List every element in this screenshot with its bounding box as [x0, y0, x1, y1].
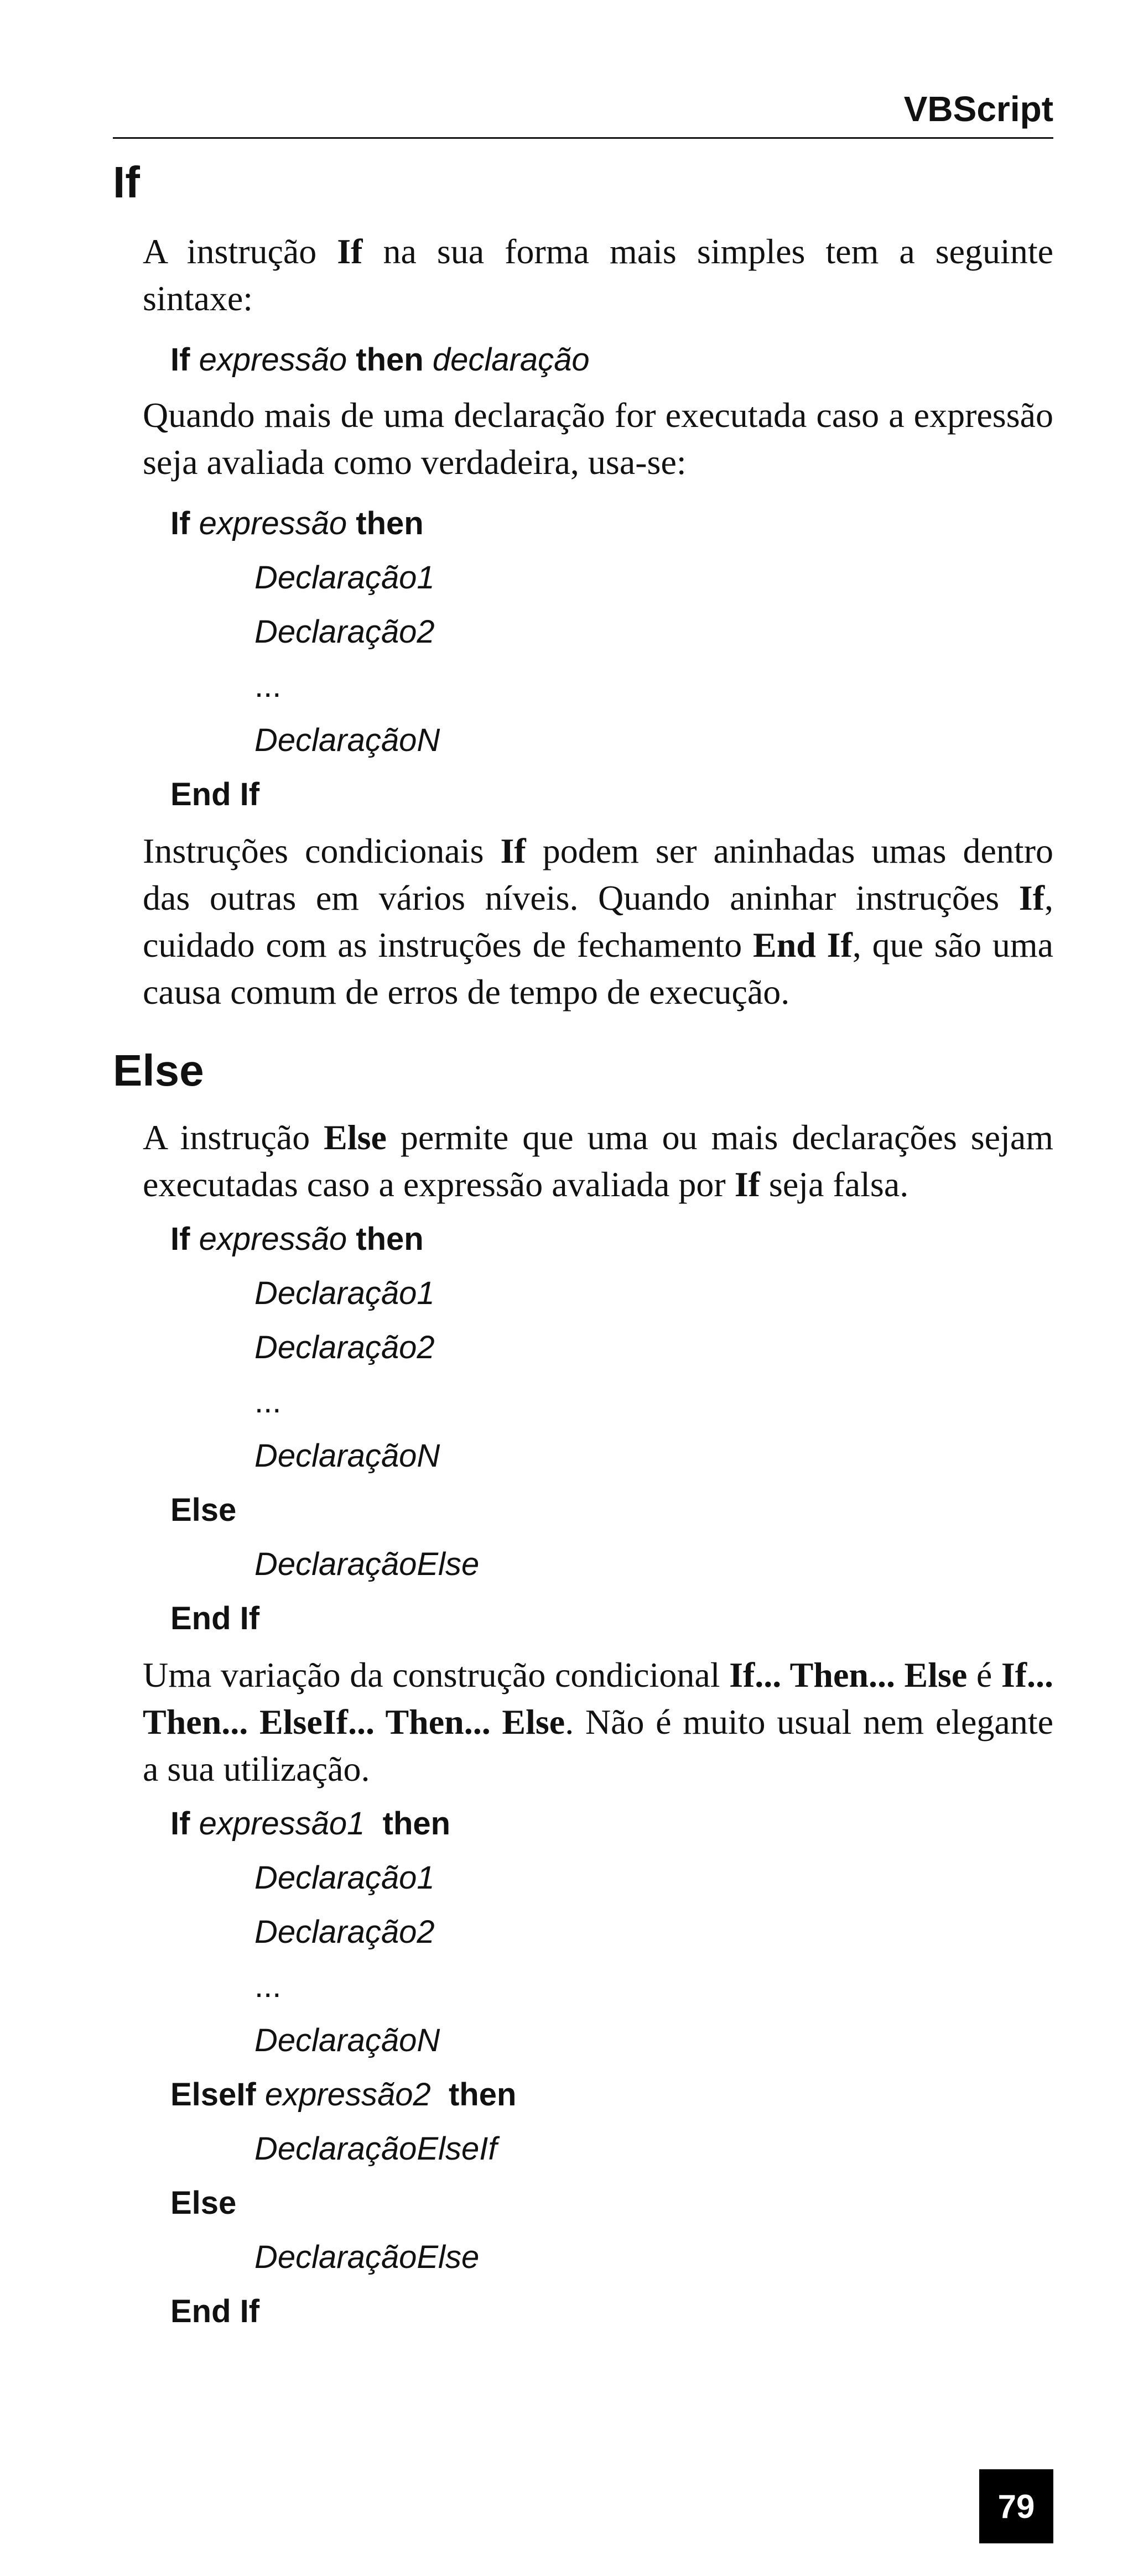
code-line: [113, 551, 1053, 605]
placeholder-expression: expressão: [199, 1221, 347, 1257]
code-line: [113, 2176, 1053, 2230]
keyword-end-if: End If: [170, 1600, 260, 1636]
text-run: permite que uma ou mais declarações sejam executadas caso a expressão avaliada por: [143, 1118, 1054, 1204]
text-run: Instruções condicionais: [143, 831, 501, 870]
keyword-then: then: [382, 1806, 451, 1842]
section-title-else: Else: [113, 1046, 204, 1095]
if-multi-intro-paragraph: Quando mais de uma declaração for executada caso a expressão seja avaliada como verdadeira, usa-se:: [143, 395, 1053, 482]
code-line: [113, 1959, 1053, 2014]
placeholder-declaration: DeclaraçãoN: [254, 2022, 440, 2058]
code-line: [113, 1375, 1053, 1429]
placeholder-declaration: DeclaraçãoElse: [254, 1546, 480, 1582]
keyword-end-if: End If: [170, 2293, 260, 2329]
keyword-if: If: [337, 232, 363, 271]
code-line: [113, 1851, 1053, 1905]
keyword-if: If: [1018, 878, 1044, 917]
placeholder-declaration: Declaração2: [254, 1914, 435, 1950]
keyword-then: then: [356, 342, 424, 378]
keyword-elseif: ElseIf: [170, 2077, 256, 2113]
code-line: [113, 605, 1053, 659]
elseif-block-code: [113, 1797, 1053, 2339]
code-line: [113, 497, 1053, 551]
code-line: [113, 1592, 1053, 1646]
placeholder-declaration: Declaração2: [254, 614, 435, 650]
placeholder-expression: expressão2: [264, 2077, 431, 2113]
header-rule: [113, 137, 1053, 139]
code-line: [113, 2014, 1053, 2068]
keyword-construct: If... Then... ElseIf... Then... Else: [143, 1655, 1054, 1741]
keyword-end-if: End If: [170, 776, 260, 812]
if-nesting-paragraph: [143, 827, 1053, 1015]
keyword-if: If: [170, 1221, 190, 1257]
keyword-if: If: [170, 505, 190, 541]
keyword-then: then: [356, 1221, 424, 1257]
keyword-if: If: [170, 1806, 190, 1842]
keyword-if: If: [170, 342, 190, 378]
placeholder-declaration: declaração: [432, 342, 590, 378]
code-line: [113, 1321, 1053, 1375]
code-line: [113, 2230, 1053, 2285]
code-line: [113, 1905, 1053, 1959]
placeholder-expression: expressão1: [199, 1806, 365, 1842]
text-run: seja falsa.: [760, 1165, 909, 1204]
page-number: 79: [979, 2469, 1053, 2543]
ellipsis: ...: [254, 668, 282, 704]
keyword-else: Else: [324, 1118, 387, 1157]
code-line: [113, 659, 1053, 713]
code-line: [113, 1537, 1053, 1592]
keyword-end-if: End If: [753, 925, 853, 964]
placeholder-declaration: DeclaraçãoN: [254, 1438, 440, 1474]
code-line: [113, 2122, 1053, 2176]
else-intro-paragraph: [143, 1114, 1053, 1208]
text-run: na sua forma mais simples tem a seguinte sintaxe:: [143, 232, 1054, 318]
if-intro-paragraph: [143, 228, 1053, 322]
code-line: [113, 1483, 1053, 1537]
else-block-code: [113, 1212, 1053, 1646]
code-line: [113, 1429, 1053, 1483]
placeholder-declaration: Declaração2: [254, 1329, 435, 1365]
text-run: é: [967, 1655, 1001, 1694]
code-line: [113, 768, 1053, 822]
text-run: , cuidado com as instruções de fechamento: [143, 878, 1053, 964]
if-block-code: [113, 497, 1053, 822]
keyword-else: Else: [170, 1492, 237, 1528]
keyword-else: Else: [170, 2185, 237, 2221]
placeholder-declaration: DeclaraçãoElse: [254, 2239, 480, 2275]
placeholder-expression: expressão: [199, 342, 347, 378]
code-line: [113, 2068, 1053, 2122]
code-line: [113, 1212, 1053, 1266]
keyword-if: If: [500, 831, 526, 870]
placeholder-declaration: Declaração1: [254, 1275, 435, 1311]
keyword-then: then: [448, 2077, 517, 2113]
section-title-if: If: [113, 158, 140, 207]
text-run: . Não é muito usual nem elegante a sua utilização.: [143, 1702, 1054, 1788]
keyword-construct: If... Then... Else: [729, 1655, 968, 1694]
placeholder-declaration: DeclaraçãoElseIf: [254, 2131, 497, 2167]
text-run: podem ser aninhadas umas dentro das outras em vários níveis. Quando aninhar instruções: [143, 831, 1054, 917]
code-line: [113, 1797, 1053, 1851]
text-run: , que são uma causa comum de erros de tempo de execução.: [143, 925, 1053, 1011]
placeholder-expression: expressão: [199, 505, 347, 541]
code-line: [113, 713, 1053, 768]
ellipsis: ...: [254, 1384, 282, 1420]
placeholder-declaration: DeclaraçãoN: [254, 722, 440, 758]
keyword-then: then: [356, 505, 424, 541]
page-content: [113, 160, 1053, 2339]
running-header: VBScript: [903, 89, 1053, 129]
text-run: Uma variação da construção condicional: [143, 1655, 730, 1694]
else-variation-paragraph: [143, 1651, 1053, 1792]
placeholder-declaration: Declaração1: [254, 1860, 435, 1896]
text-run: A instrução: [143, 1118, 324, 1157]
text-run: A instrução: [143, 232, 337, 271]
placeholder-declaration: Declaração1: [254, 560, 435, 596]
code-line: [113, 1266, 1053, 1321]
keyword-if: If: [734, 1165, 760, 1204]
if-syntax-line: [113, 333, 1053, 387]
ellipsis: ...: [254, 1968, 282, 2004]
code-line: [113, 2285, 1053, 2339]
